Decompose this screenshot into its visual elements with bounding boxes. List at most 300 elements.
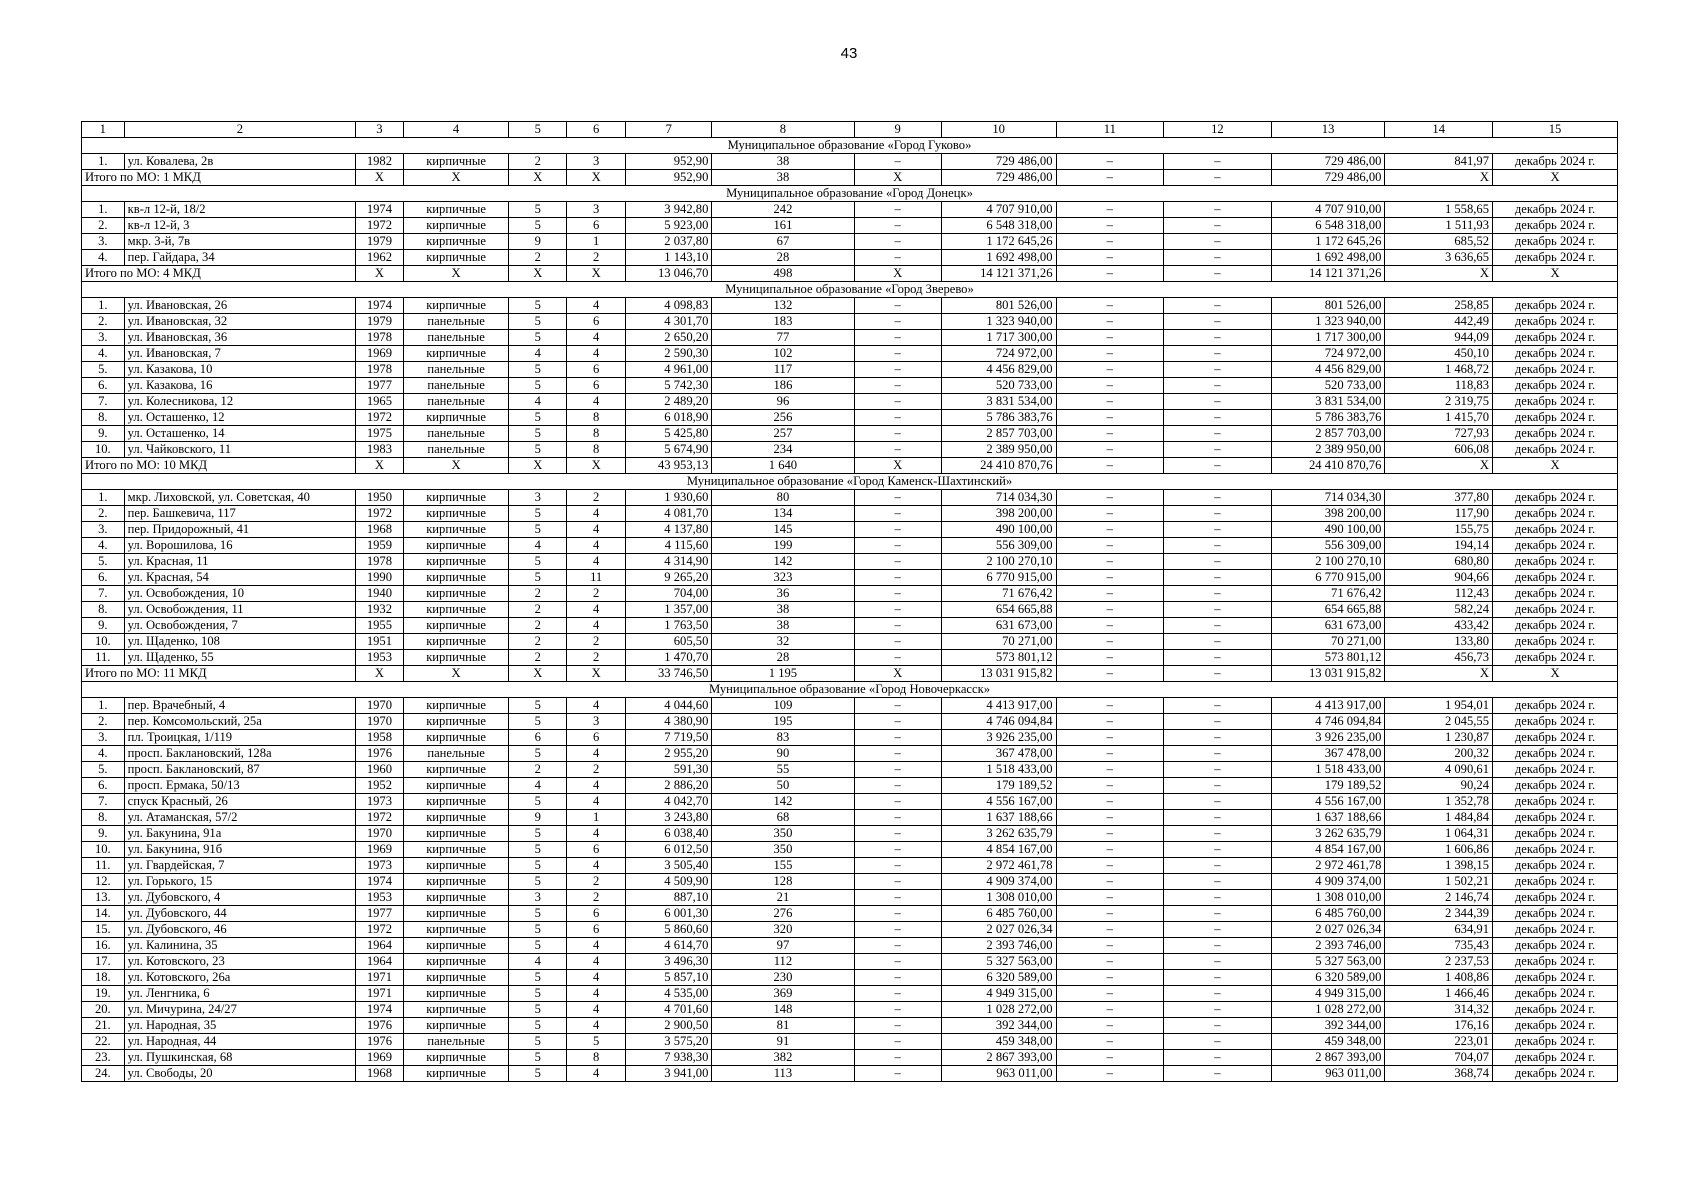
table-cell: 1 172 645,26	[1271, 234, 1385, 250]
table-cell: –	[1164, 810, 1272, 826]
table-cell: 1970	[356, 826, 404, 842]
table-cell: 223,01	[1385, 1034, 1493, 1050]
table-cell: 6.	[82, 378, 125, 394]
table-cell: 155	[712, 858, 854, 874]
table-cell: 2	[509, 618, 567, 634]
table-cell: 433,42	[1385, 618, 1493, 634]
table-cell: 1 172 645,26	[941, 234, 1056, 250]
table-cell: 200,32	[1385, 746, 1493, 762]
table-cell: 841,97	[1385, 154, 1493, 170]
table-cell: 1953	[356, 650, 404, 666]
table-cell: 320	[712, 922, 854, 938]
table-cell: панельные	[403, 1034, 509, 1050]
table-cell: –	[1056, 858, 1164, 874]
table-cell: 19.	[82, 986, 125, 1002]
table-cell: 5	[509, 410, 567, 426]
table-cell: 183	[712, 314, 854, 330]
total-cell: X	[1493, 458, 1618, 474]
table-cell: кирпичные	[403, 954, 509, 970]
table-cell: 2 389 950,00	[941, 442, 1056, 458]
table-cell: –	[1056, 570, 1164, 586]
table-cell: 9	[509, 234, 567, 250]
table-cell: 4	[509, 538, 567, 554]
table-cell: –	[1056, 842, 1164, 858]
table-cell: 8	[567, 442, 626, 458]
table-cell: –	[1164, 1018, 1272, 1034]
table-row	[82, 506, 1618, 522]
table-cell: кирпичные	[403, 346, 509, 362]
table-cell: 8	[567, 410, 626, 426]
table-cell: –	[1056, 298, 1164, 314]
table-cell: 1973	[356, 794, 404, 810]
table-cell: 459 348,00	[1271, 1034, 1385, 1050]
table-cell: 5	[509, 858, 567, 874]
total-cell: 13 046,70	[626, 266, 712, 282]
table-cell: 5	[509, 794, 567, 810]
table-cell: 685,52	[1385, 234, 1493, 250]
total-cell: X	[1493, 170, 1618, 186]
table-cell: –	[1056, 794, 1164, 810]
table-cell: 2 955,20	[626, 746, 712, 762]
table-cell: 132	[712, 298, 854, 314]
table-cell: 1 717 300,00	[1271, 330, 1385, 346]
total-cell: X	[356, 666, 404, 682]
table-cell: 1 637 188,66	[941, 810, 1056, 826]
table-cell: 6 770 915,00	[941, 570, 1056, 586]
table-cell: кирпичные	[403, 1002, 509, 1018]
table-cell: декабрь 2024 г.	[1493, 1002, 1618, 1018]
table-cell: ул. Дубовского, 46	[124, 922, 355, 938]
table-cell: 714 034,30	[941, 490, 1056, 506]
table-cell: –	[854, 874, 941, 890]
column-number-cell: 1	[82, 122, 125, 138]
table-cell: 3 505,40	[626, 858, 712, 874]
table-cell: –	[854, 522, 941, 538]
table-cell: –	[854, 938, 941, 954]
table-cell: –	[1056, 1066, 1164, 1082]
table-cell: 631 673,00	[941, 618, 1056, 634]
table-cell: просп. Баклановский, 87	[124, 762, 355, 778]
table-cell: –	[1164, 922, 1272, 938]
table-cell: –	[1056, 746, 1164, 762]
table-cell: декабрь 2024 г.	[1493, 570, 1618, 586]
table-cell: 6.	[82, 778, 125, 794]
table-cell: 4 137,80	[626, 522, 712, 538]
table-cell: –	[1164, 762, 1272, 778]
table-cell: 4	[567, 858, 626, 874]
table-cell: ул. Атаманская, 57/2	[124, 810, 355, 826]
table-cell: –	[1056, 218, 1164, 234]
table-cell: 1 028 272,00	[1271, 1002, 1385, 1018]
table-cell: 8	[567, 1050, 626, 1066]
table-cell: кирпичные	[403, 890, 509, 906]
table-cell: 6 320 589,00	[1271, 970, 1385, 986]
table-cell: ул. Колесникова, 12	[124, 394, 355, 410]
table-cell: 1953	[356, 890, 404, 906]
table-cell: ул. Пушкинская, 68	[124, 1050, 355, 1066]
table-cell: 80	[712, 490, 854, 506]
table-cell: 7.	[82, 586, 125, 602]
total-label: Итого по МО: 10 МКД	[82, 458, 356, 474]
table-cell: кирпичные	[403, 1066, 509, 1082]
table-cell: кв-л 12-й, 3	[124, 218, 355, 234]
table-cell: 4	[567, 522, 626, 538]
table-cell: 5.	[82, 762, 125, 778]
table-cell: 4	[567, 826, 626, 842]
table-cell: 490 100,00	[1271, 522, 1385, 538]
table-cell: 176,16	[1385, 1018, 1493, 1034]
table-cell: ул. Чайковского, 11	[124, 442, 355, 458]
total-cell: 498	[712, 266, 854, 282]
table-cell: 2.	[82, 506, 125, 522]
table-cell: декабрь 2024 г.	[1493, 970, 1618, 986]
table-cell: 1972	[356, 506, 404, 522]
section-title: Муниципальное образование «Город Зверево»	[82, 282, 1618, 298]
table-cell: –	[1056, 538, 1164, 554]
table-cell: ул. Горького, 15	[124, 874, 355, 890]
table-cell: ул. Котовского, 26а	[124, 970, 355, 986]
table-cell: –	[1056, 986, 1164, 1002]
table-row	[82, 426, 1618, 442]
table-cell: 1962	[356, 250, 404, 266]
table-cell: 133,80	[1385, 634, 1493, 650]
table-cell: 1 357,00	[626, 602, 712, 618]
table-cell: –	[854, 298, 941, 314]
table-row	[82, 618, 1618, 634]
table-cell: 4.	[82, 250, 125, 266]
table-cell: –	[1056, 1018, 1164, 1034]
table-cell: 4 854 167,00	[1271, 842, 1385, 858]
table-row	[82, 970, 1618, 986]
table-cell: 81	[712, 1018, 854, 1034]
table-cell: 5	[509, 1034, 567, 1050]
table-cell: 1 466,46	[1385, 986, 1493, 1002]
table-cell: 4 413 917,00	[941, 698, 1056, 714]
total-row	[82, 458, 1618, 474]
table-cell: 134	[712, 506, 854, 522]
table-cell: 2 037,80	[626, 234, 712, 250]
table-cell: –	[1056, 762, 1164, 778]
table-cell: 4 456 829,00	[941, 362, 1056, 378]
table-cell: 2	[567, 634, 626, 650]
table-cell: 10.	[82, 442, 125, 458]
table-cell: 97	[712, 938, 854, 954]
table-cell: –	[854, 490, 941, 506]
page-number: 43	[840, 45, 858, 62]
table-cell: 11	[567, 570, 626, 586]
table-cell: 6	[567, 730, 626, 746]
total-cell: X	[1385, 458, 1493, 474]
table-cell: декабрь 2024 г.	[1493, 426, 1618, 442]
table-cell: 3 942,80	[626, 202, 712, 218]
table-cell: –	[1164, 698, 1272, 714]
table-row	[82, 586, 1618, 602]
table-cell: кирпичные	[403, 538, 509, 554]
table-cell: 1 398,15	[1385, 858, 1493, 874]
table-cell: 8.	[82, 810, 125, 826]
table-cell: 4	[567, 618, 626, 634]
table-cell: панельные	[403, 426, 509, 442]
table-cell: 2 972 461,78	[941, 858, 1056, 874]
table-cell: –	[1164, 954, 1272, 970]
table-cell: кв-л 12-й, 18/2	[124, 202, 355, 218]
table-cell: –	[1164, 618, 1272, 634]
table-cell: 2 886,20	[626, 778, 712, 794]
table-cell: декабрь 2024 г.	[1493, 1034, 1618, 1050]
total-cell: X	[1385, 266, 1493, 282]
table-cell: 142	[712, 554, 854, 570]
table-cell: 11.	[82, 650, 125, 666]
table-cell: 4	[509, 954, 567, 970]
table-cell: 1 692 498,00	[941, 250, 1056, 266]
table-body	[82, 122, 1618, 1082]
column-number-cell: 8	[712, 122, 854, 138]
table-cell: 4	[567, 506, 626, 522]
table-cell: декабрь 2024 г.	[1493, 922, 1618, 938]
table-cell: –	[1164, 1034, 1272, 1050]
table-cell: 1932	[356, 602, 404, 618]
table-cell: –	[854, 634, 941, 650]
table-cell: кирпичные	[403, 698, 509, 714]
table-cell: –	[1164, 570, 1272, 586]
table-cell: 1 484,84	[1385, 810, 1493, 826]
table-row	[82, 202, 1618, 218]
table-row	[82, 1018, 1618, 1034]
table-cell: 77	[712, 330, 854, 346]
table-cell: –	[854, 1066, 941, 1082]
table-cell: –	[854, 362, 941, 378]
table-cell: –	[854, 234, 941, 250]
table-cell: 4.	[82, 746, 125, 762]
table-row	[82, 954, 1618, 970]
table-cell: 2	[509, 762, 567, 778]
table-cell: –	[1164, 1002, 1272, 1018]
table-cell: кирпичные	[403, 762, 509, 778]
table-cell: 6 770 915,00	[1271, 570, 1385, 586]
table-cell: 13.	[82, 890, 125, 906]
table-cell: –	[1056, 650, 1164, 666]
table-cell: –	[1056, 522, 1164, 538]
table-cell: 1 470,70	[626, 650, 712, 666]
table-cell: 2 489,20	[626, 394, 712, 410]
table-cell: –	[1164, 1050, 1272, 1066]
table-cell: –	[1164, 442, 1272, 458]
table-cell: 6 001,30	[626, 906, 712, 922]
table-cell: 5	[509, 986, 567, 1002]
table-cell: –	[854, 538, 941, 554]
table-cell: кирпичные	[403, 586, 509, 602]
table-cell: 368,74	[1385, 1066, 1493, 1082]
column-number-cell: 5	[509, 122, 567, 138]
table-cell: 606,08	[1385, 442, 1493, 458]
total-cell: 1 640	[712, 458, 854, 474]
table-cell: ул. Осташенко, 14	[124, 426, 355, 442]
table-cell: 1979	[356, 234, 404, 250]
table-cell: мкр. Лиховской, ул. Советская, 40	[124, 490, 355, 506]
table-cell: –	[1164, 314, 1272, 330]
table-cell: 680,80	[1385, 554, 1493, 570]
table-cell: ул. Ивановская, 26	[124, 298, 355, 314]
section-title-row	[82, 138, 1618, 154]
table-cell: декабрь 2024 г.	[1493, 330, 1618, 346]
table-cell: 1958	[356, 730, 404, 746]
table-cell: 10.	[82, 842, 125, 858]
table-row	[82, 538, 1618, 554]
table-cell: 1 717 300,00	[941, 330, 1056, 346]
table-cell: 3 831 534,00	[941, 394, 1056, 410]
table-cell: 1982	[356, 154, 404, 170]
table-cell: –	[854, 586, 941, 602]
table-cell: пер. Врачебный, 4	[124, 698, 355, 714]
total-cell: X	[567, 458, 626, 474]
table-cell: –	[1164, 938, 1272, 954]
table-cell: 1 692 498,00	[1271, 250, 1385, 266]
table-cell: –	[1056, 954, 1164, 970]
total-cell: 952,90	[626, 170, 712, 186]
table-cell: –	[1056, 410, 1164, 426]
table-cell: 90,24	[1385, 778, 1493, 794]
table-cell: спуск Красный, 26	[124, 794, 355, 810]
table-cell: –	[854, 570, 941, 586]
table-cell: –	[854, 330, 941, 346]
table-cell: 2 045,55	[1385, 714, 1493, 730]
table-cell: 4 044,60	[626, 698, 712, 714]
table-cell: –	[1164, 362, 1272, 378]
table-cell: 117,90	[1385, 506, 1493, 522]
column-number-cell: 14	[1385, 122, 1493, 138]
table-cell: 1978	[356, 330, 404, 346]
table-cell: панельные	[403, 362, 509, 378]
table-cell: ул. Казакова, 10	[124, 362, 355, 378]
table-cell: 5	[509, 554, 567, 570]
table-cell: 28	[712, 650, 854, 666]
table-cell: 4 949 315,00	[1271, 986, 1385, 1002]
table-cell: декабрь 2024 г.	[1493, 826, 1618, 842]
table-cell: –	[1056, 362, 1164, 378]
table-row	[82, 746, 1618, 762]
table-cell: ул. Освобождения, 11	[124, 602, 355, 618]
table-cell: –	[1164, 410, 1272, 426]
table-cell: 4	[567, 554, 626, 570]
table-cell: 490 100,00	[941, 522, 1056, 538]
table-row	[82, 154, 1618, 170]
table-cell: кирпичные	[403, 810, 509, 826]
total-cell: X	[509, 266, 567, 282]
table-cell: –	[854, 778, 941, 794]
table-cell: ул. Свободы, 20	[124, 1066, 355, 1082]
table-cell: панельные	[403, 378, 509, 394]
table-row	[82, 842, 1618, 858]
total-label: Итого по МО: 1 МКД	[82, 170, 356, 186]
table-cell: 5	[509, 922, 567, 938]
table-row	[82, 778, 1618, 794]
table-cell: 5	[509, 938, 567, 954]
table-cell: 4 614,70	[626, 938, 712, 954]
table-cell: 556 309,00	[941, 538, 1056, 554]
table-cell: кирпичные	[403, 618, 509, 634]
table-cell: 392 344,00	[1271, 1018, 1385, 1034]
table-cell: ул. Казакова, 16	[124, 378, 355, 394]
table-cell: –	[854, 154, 941, 170]
total-cell: 729 486,00	[1271, 170, 1385, 186]
table-cell: 904,66	[1385, 570, 1493, 586]
table-cell: 1 308 010,00	[941, 890, 1056, 906]
total-cell: X	[509, 170, 567, 186]
table-row	[82, 794, 1618, 810]
table-cell: 3 831 534,00	[1271, 394, 1385, 410]
table-cell: декабрь 2024 г.	[1493, 810, 1618, 826]
table-cell: 1968	[356, 522, 404, 538]
table-cell: 2 237,53	[1385, 954, 1493, 970]
table-cell: 23.	[82, 1050, 125, 1066]
table-cell: декабрь 2024 г.	[1493, 442, 1618, 458]
table-cell: 55	[712, 762, 854, 778]
table-cell: декабрь 2024 г.	[1493, 586, 1618, 602]
table-cell: 91	[712, 1034, 854, 1050]
table-cell: 398 200,00	[1271, 506, 1385, 522]
table-cell: ул. Калинина, 35	[124, 938, 355, 954]
table-cell: –	[1056, 906, 1164, 922]
total-cell: –	[1164, 170, 1272, 186]
table-cell: 5 327 563,00	[1271, 954, 1385, 970]
table-cell: 21.	[82, 1018, 125, 1034]
table-cell: –	[1056, 314, 1164, 330]
table-cell: декабрь 2024 г.	[1493, 394, 1618, 410]
table-cell: 4.	[82, 538, 125, 554]
table-cell: 6 320 589,00	[941, 970, 1056, 986]
total-cell: X	[567, 666, 626, 682]
table-cell: 142	[712, 794, 854, 810]
table-cell: 4	[567, 746, 626, 762]
table-cell: декабрь 2024 г.	[1493, 410, 1618, 426]
total-cell: 43 953,13	[626, 458, 712, 474]
table-cell: 729 486,00	[1271, 154, 1385, 170]
table-cell: 1 763,50	[626, 618, 712, 634]
table-cell: декабрь 2024 г.	[1493, 378, 1618, 394]
table-cell: –	[1056, 1034, 1164, 1050]
table-row	[82, 298, 1618, 314]
table-cell: кирпичные	[403, 554, 509, 570]
table-cell: 4	[567, 1002, 626, 1018]
table-cell: 1 408,86	[1385, 970, 1493, 986]
table-cell: 9.	[82, 618, 125, 634]
total-cell: X	[356, 458, 404, 474]
table-cell: 4 854 167,00	[941, 842, 1056, 858]
table-cell: –	[1164, 874, 1272, 890]
table-cell: –	[854, 714, 941, 730]
column-number-cell: 7	[626, 122, 712, 138]
table-cell: –	[1056, 970, 1164, 986]
table-cell: 2 146,74	[1385, 890, 1493, 906]
table-cell: 6 485 760,00	[941, 906, 1056, 922]
table-cell: 727,93	[1385, 426, 1493, 442]
table-cell: декабрь 2024 г.	[1493, 698, 1618, 714]
table-cell: пер. Гайдара, 34	[124, 250, 355, 266]
table-cell: –	[1164, 202, 1272, 218]
table-cell: кирпичные	[403, 522, 509, 538]
table-cell: кирпичные	[403, 778, 509, 794]
table-cell: 350	[712, 826, 854, 842]
table-cell: кирпичные	[403, 506, 509, 522]
table-cell: –	[1056, 634, 1164, 650]
table-cell: 4 314,90	[626, 554, 712, 570]
table-cell: 654 665,88	[1271, 602, 1385, 618]
table-row	[82, 1034, 1618, 1050]
table-cell: –	[854, 842, 941, 858]
table-cell: ул. Гвардейская, 7	[124, 858, 355, 874]
table-row	[82, 234, 1618, 250]
table-cell: 369	[712, 986, 854, 1002]
